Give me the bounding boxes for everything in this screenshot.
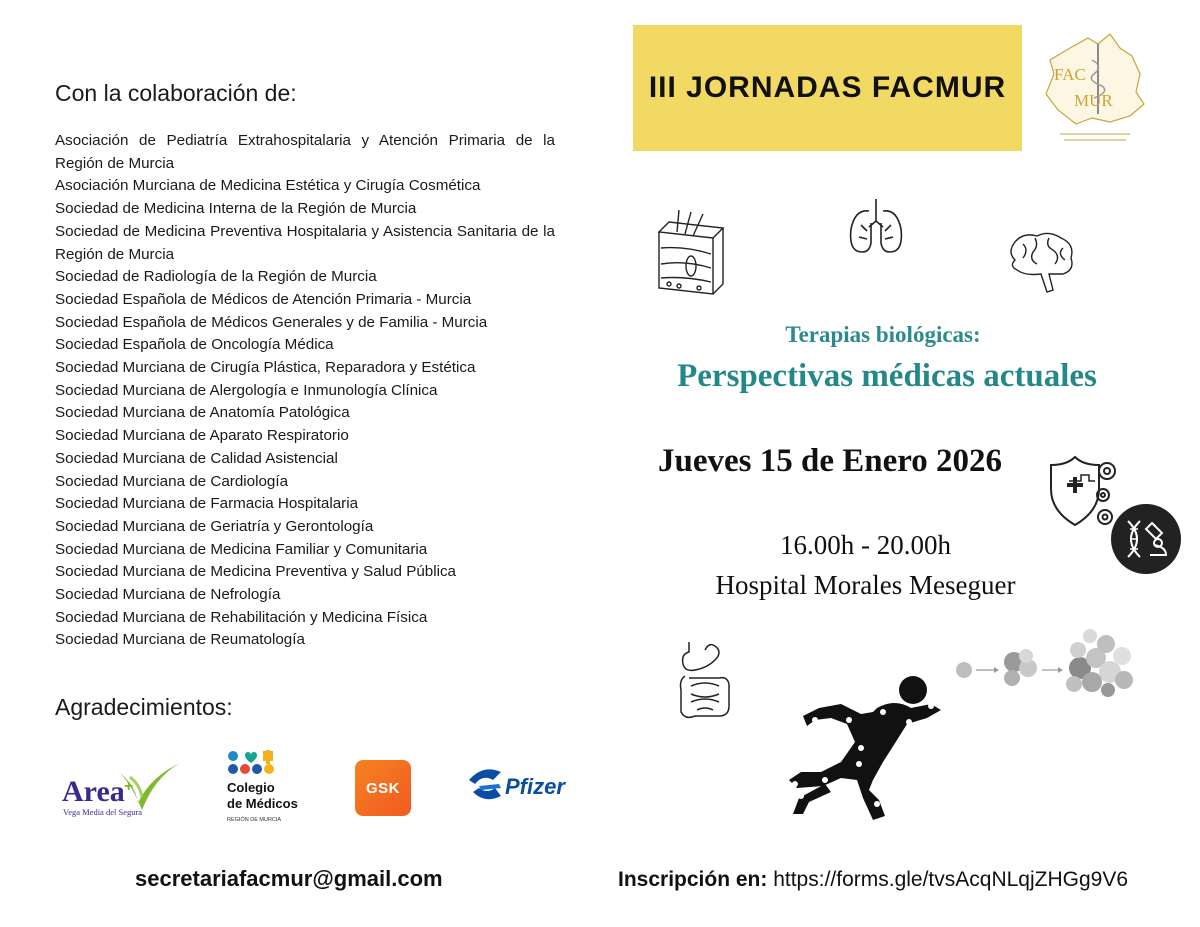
list-item: Sociedad Española de Médicos de Atención Primaria - Murcia xyxy=(55,290,472,308)
skin-hair-icon xyxy=(655,208,727,303)
list-item: Asociación Murciana de Medicina Estética y Cirugía Cosmética xyxy=(55,177,481,195)
svg-text:Colegio: Colegio xyxy=(227,780,275,795)
cell-proliferation-icon xyxy=(950,628,1140,705)
list-item: Sociedad Murciana de Reumatología xyxy=(55,631,305,649)
collaboration-heading: Con la colaboración de: xyxy=(55,80,297,106)
brain-icon xyxy=(1005,230,1077,301)
area-logo-text: Area xyxy=(62,775,125,808)
event-title-box xyxy=(633,25,1022,151)
list-item: Sociedad de Radiología de la Región de Murcia xyxy=(55,268,377,286)
area-vega-media-logo xyxy=(60,755,185,820)
event-date: Jueves 15 de Enero 2026 xyxy=(658,443,1003,479)
list-item: Sociedad de Medicina Preventiva Hospitalaria y Asistencia Sanitaria de la Región de Murcia xyxy=(55,222,555,263)
svg-text:MUR: MUR xyxy=(1074,91,1113,110)
gsk-logo: GSK xyxy=(355,760,411,816)
list-item: Sociedad de Medicina Interna de la Región de Murcia xyxy=(55,200,417,218)
event-venue: Hospital Morales Meseguer xyxy=(715,570,1016,600)
list-item: Sociedad Española de Oncología Médica xyxy=(55,336,334,354)
contact-email[interactable]: secretariafacmur@gmail.com xyxy=(135,866,443,891)
list-item: Sociedad Española de Médicos Generales y de Familia - Murcia xyxy=(55,313,488,331)
event-subtitle: Terapias biológicas: xyxy=(785,322,981,347)
thanks-heading: Agradecimientos: xyxy=(55,694,233,720)
organization-list xyxy=(55,130,555,652)
list-item: Sociedad Murciana de Geriatría y Gerontología xyxy=(55,517,374,535)
area-logo-tagline: Vega Media del Segura xyxy=(63,807,143,817)
list-item: Asociación de Pediatría Extrahospitalaria y Atención Primaria de la Región de Murcia xyxy=(55,132,555,172)
list-item: Sociedad Murciana de Cirugía Plástica, Reparadora y Estética xyxy=(55,359,476,377)
list-item: Sociedad Murciana de Cardiología xyxy=(55,472,289,490)
svg-text:REGIÓN DE MURCIA: REGIÓN DE MURCIA xyxy=(227,817,282,823)
event-time: 16.00h - 20.00h xyxy=(780,530,951,560)
colegio-medicos-logo xyxy=(225,750,325,825)
list-item: Sociedad Murciana de Nefrología xyxy=(55,586,281,604)
event-title: III JORNADAS FACMUR xyxy=(648,71,1007,104)
list-item: Sociedad Murciana de Rehabilitación y Medicina Física xyxy=(55,608,428,626)
list-item: Sociedad Murciana de Anatomía Patológica xyxy=(55,404,350,422)
digestive-system-icon xyxy=(675,640,735,727)
svg-text:FAC: FAC xyxy=(1054,65,1086,84)
lungs-icon xyxy=(845,195,907,262)
pfizer-logo xyxy=(465,762,575,812)
list-item: Sociedad Murciana de Medicina Familiar y Comunitaria xyxy=(55,540,428,558)
svg-text:+: + xyxy=(124,778,134,795)
list-item: Sociedad Murciana de Calidad Asistencial xyxy=(55,449,338,467)
signup-label: Inscripción en: xyxy=(618,868,768,891)
list-item: Sociedad Murciana de Farmacia Hospitalaria xyxy=(55,495,359,513)
list-item: Sociedad Murciana de Alergología e Inmunología Clínica xyxy=(55,381,438,399)
list-item: Sociedad Murciana de Medicina Preventiva y Salud Pública xyxy=(55,563,457,581)
list-item: Sociedad Murciana de Aparato Respiratorio xyxy=(55,427,349,445)
signup-line xyxy=(618,868,1128,892)
facmur-logo xyxy=(1040,30,1150,150)
running-athlete-icon xyxy=(785,668,945,835)
svg-text:de Médicos: de Médicos xyxy=(227,796,298,811)
dna-microscope-icon xyxy=(1110,503,1182,580)
svg-text:Pfizer: Pfizer xyxy=(505,774,565,799)
event-topic: Perspectivas médicas actuales xyxy=(677,358,1097,394)
signup-link[interactable]: https://forms.gle/tvsAcqNLqjZHGg9V6 xyxy=(773,868,1129,891)
